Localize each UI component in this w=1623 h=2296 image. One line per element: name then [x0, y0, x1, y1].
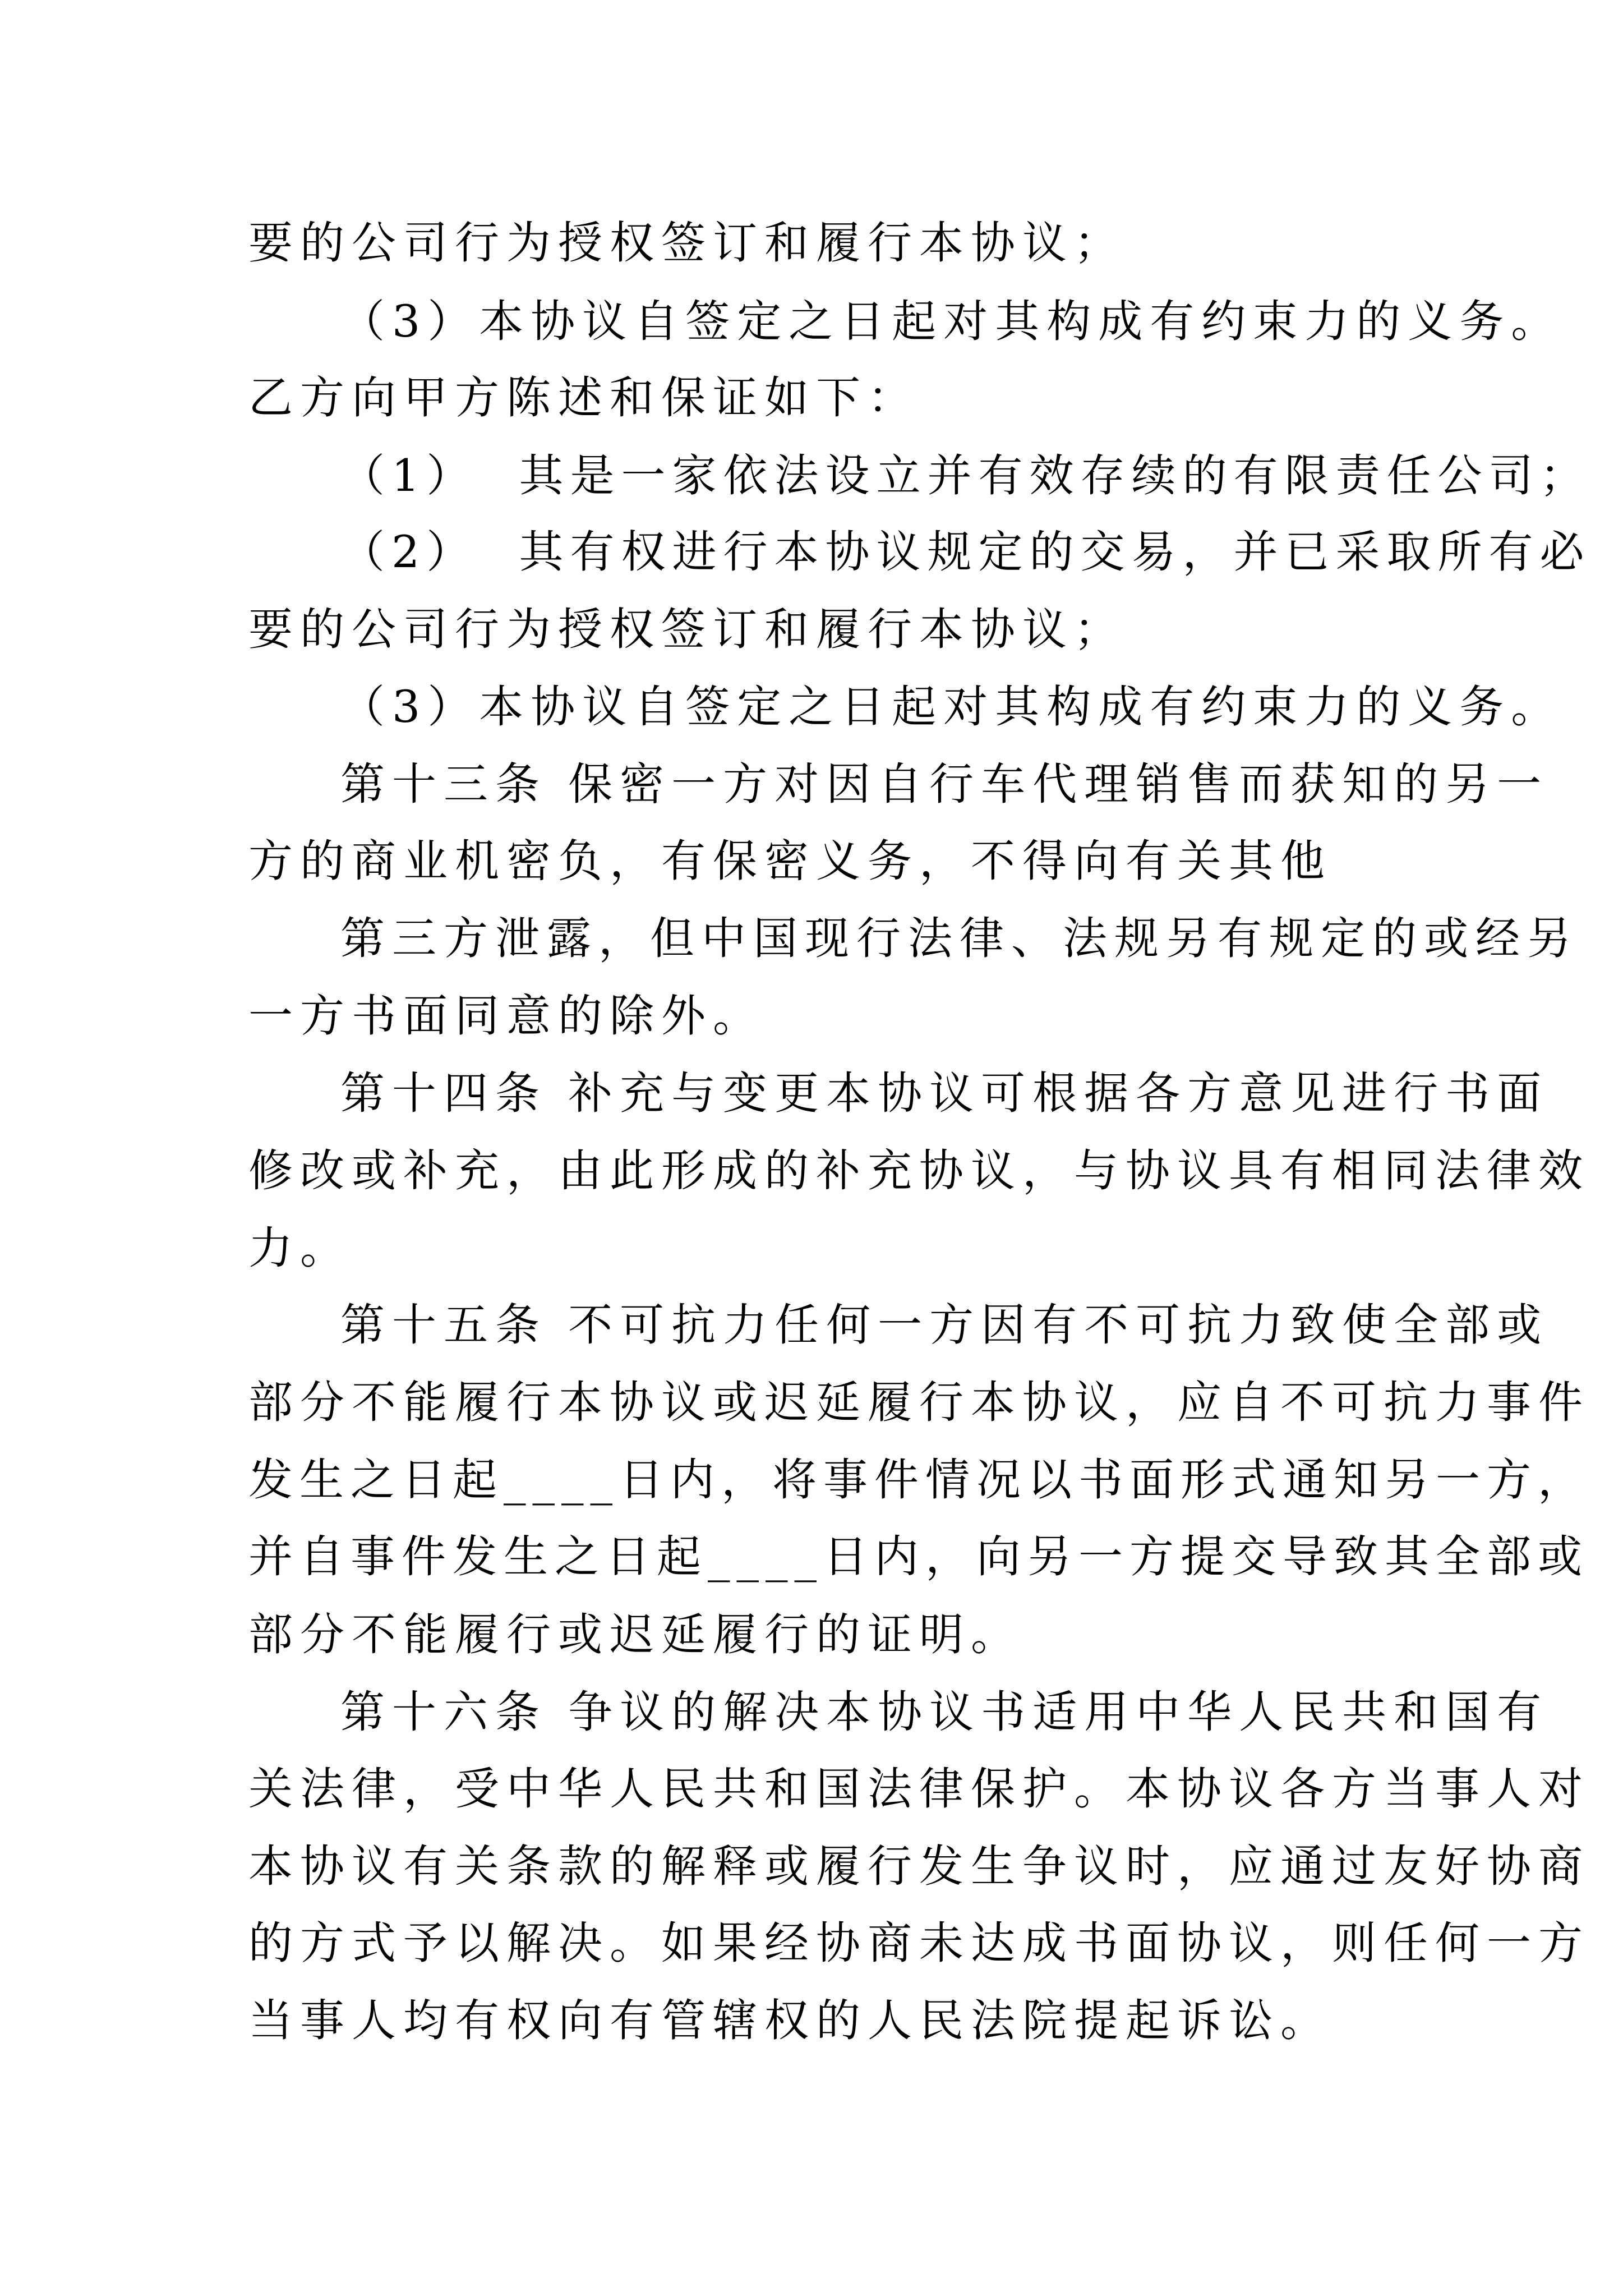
- text-line-16: 部分不能履行本协议或迟延履行本协议，应自不可抗力事件: [248, 1377, 1590, 1428]
- text-line-3: 乙方向甲方陈述和保证如下：: [248, 372, 919, 424]
- text-line-15: 第十五条 不可抗力任何一方因有不可抗力致使全部或: [340, 1299, 1549, 1351]
- text-line-1: 要的公司行为授权签订和履行本协议；: [248, 217, 1126, 269]
- text-line-10: 第三方泄露，但中国现行法律、法规另有规定的或经另: [340, 913, 1579, 964]
- text-line-9: 方的商业机密负，有保密义务，不得向有关其他: [248, 835, 1332, 887]
- text-line-21: 关法律，受中华人民共和国法律保护。本协议各方当事人对: [248, 1763, 1590, 1815]
- text-line-18: 并自事件发生之日起____日内，向另一方提交导致其全部或: [248, 1531, 1589, 1582]
- text-line-14: 力。: [248, 1222, 352, 1274]
- text-line-19: 部分不能履行或迟延履行的证明。: [248, 1609, 1022, 1660]
- text-line-20: 第十六条 争议的解决本协议书适用中华人民共和国有: [340, 1686, 1549, 1738]
- text-line-8: 第十三条 保密一方对因自行车代理销售而获知的另一: [340, 758, 1549, 810]
- text-line-7: （3）本协议自签定之日起对其构成有约束力的义务。: [340, 681, 1563, 733]
- text-line-24: 当事人均有权向有管辖权的人民法院提起诉讼。: [248, 1995, 1332, 2046]
- text-line-22: 本协议有关条款的解释或履行发生争议时，应通过友好协商: [248, 1841, 1590, 1892]
- text-line-4: （1） 其是一家依法设立并有效存续的有限责任公司；: [340, 450, 1591, 501]
- text-line-13: 修改或补充，由此形成的补充协议，与协议具有相同法律效: [248, 1145, 1590, 1197]
- text-line-6: 要的公司行为授权签订和履行本协议；: [248, 604, 1126, 655]
- text-line-5: （2） 其有权进行本协议规定的交易，并已采取所有必: [340, 526, 1591, 578]
- text-line-11: 一方书面同意的除外。: [248, 990, 764, 1042]
- text-line-12: 第十四条 补充与变更本协议可根据各方意见进行书面: [340, 1068, 1549, 1119]
- text-line-17: 发生之日起____日内，将事件情况以书面形式通知另一方，: [248, 1454, 1589, 1506]
- text-line-23: 的方式予以解决。如果经协商未达成书面协议，则任何一方: [248, 1917, 1590, 1969]
- text-line-2: （3）本协议自签定之日起对其构成有约束力的义务。: [340, 296, 1563, 347]
